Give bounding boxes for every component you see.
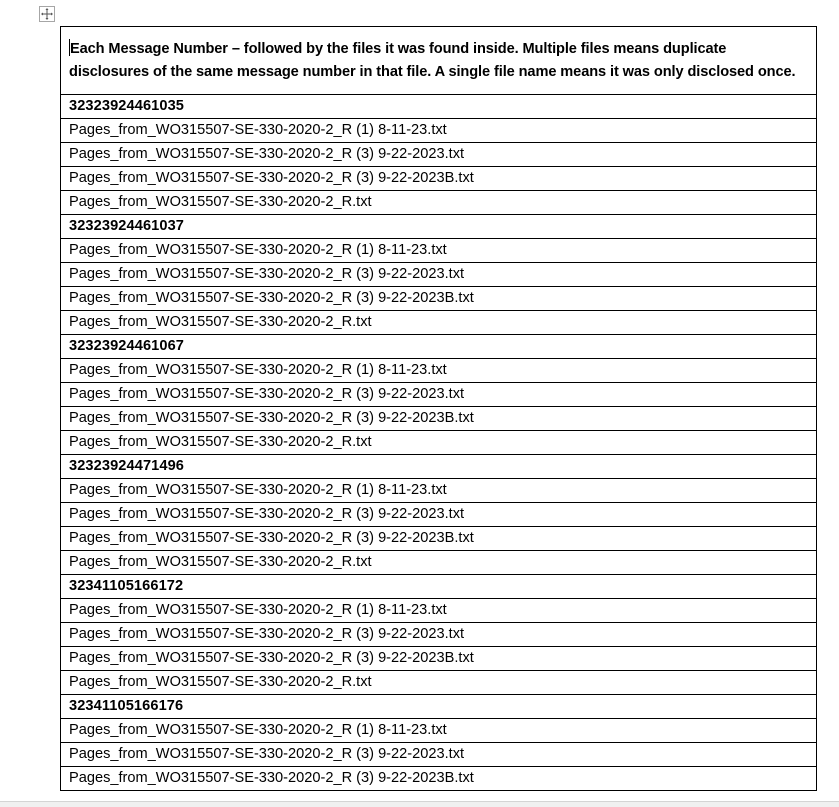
file-row bbox=[61, 551, 817, 575]
file-row bbox=[61, 431, 817, 455]
message-number-cell[interactable]: 32323924461035 bbox=[61, 95, 817, 119]
file-row bbox=[61, 383, 817, 407]
file-name-cell[interactable]: Pages_from_WO315507-SE-330-2020-2_R (1) 8-11-23.txt bbox=[61, 119, 817, 143]
file-row bbox=[61, 359, 817, 383]
message-number-row bbox=[61, 95, 817, 119]
file-row bbox=[61, 503, 817, 527]
message-number-cell[interactable]: 32323924471496 bbox=[61, 455, 817, 479]
file-name-cell[interactable]: Pages_from_WO315507-SE-330-2020-2_R (3) 9-22-2023B.txt bbox=[61, 167, 817, 191]
file-row bbox=[61, 767, 817, 791]
message-number-cell[interactable]: 32323924461067 bbox=[61, 335, 817, 359]
file-name-cell[interactable]: Pages_from_WO315507-SE-330-2020-2_R (3) 9-22-2023.txt bbox=[61, 383, 817, 407]
message-number-row bbox=[61, 215, 817, 239]
message-number-row bbox=[61, 455, 817, 479]
file-name-cell[interactable]: Pages_from_WO315507-SE-330-2020-2_R.txt bbox=[61, 671, 817, 695]
file-name-cell[interactable]: Pages_from_WO315507-SE-330-2020-2_R (1) 8-11-23.txt bbox=[61, 719, 817, 743]
file-name-cell[interactable]: Pages_from_WO315507-SE-330-2020-2_R (1) 8-11-23.txt bbox=[61, 599, 817, 623]
file-name-cell[interactable]: Pages_from_WO315507-SE-330-2020-2_R (3) 9-22-2023.txt bbox=[61, 143, 817, 167]
header-cell[interactable] bbox=[61, 27, 817, 95]
file-row bbox=[61, 527, 817, 551]
file-name-cell[interactable]: Pages_from_WO315507-SE-330-2020-2_R (3) 9-22-2023.txt bbox=[61, 503, 817, 527]
file-row bbox=[61, 479, 817, 503]
file-row bbox=[61, 263, 817, 287]
file-row bbox=[61, 167, 817, 191]
file-name-cell[interactable]: Pages_from_WO315507-SE-330-2020-2_R (3) 9-22-2023B.txt bbox=[61, 767, 817, 791]
file-name-cell[interactable]: Pages_from_WO315507-SE-330-2020-2_R.txt bbox=[61, 311, 817, 335]
file-row bbox=[61, 623, 817, 647]
file-row bbox=[61, 287, 817, 311]
file-row bbox=[61, 599, 817, 623]
file-row bbox=[61, 719, 817, 743]
file-row bbox=[61, 311, 817, 335]
file-name-cell[interactable]: Pages_from_WO315507-SE-330-2020-2_R (3) 9-22-2023B.txt bbox=[61, 407, 817, 431]
header-text: Each Message Number – followed by the files it was found inside. Multiple files means duplicate disclosures of the same message number in that file. A single file name means it was only disclosed once. bbox=[69, 40, 796, 80]
file-name-cell[interactable]: Pages_from_WO315507-SE-330-2020-2_R.txt bbox=[61, 431, 817, 455]
file-row bbox=[61, 119, 817, 143]
file-name-cell[interactable]: Pages_from_WO315507-SE-330-2020-2_R (3) 9-22-2023.txt bbox=[61, 263, 817, 287]
message-number-cell[interactable]: 32323924461037 bbox=[61, 215, 817, 239]
table-move-handle-icon[interactable] bbox=[39, 6, 55, 22]
header-row bbox=[61, 27, 817, 95]
file-name-cell[interactable]: Pages_from_WO315507-SE-330-2020-2_R (3) 9-22-2023B.txt bbox=[61, 647, 817, 671]
file-name-cell[interactable]: Pages_from_WO315507-SE-330-2020-2_R (1) 8-11-23.txt bbox=[61, 239, 817, 263]
file-row bbox=[61, 239, 817, 263]
file-name-cell[interactable]: Pages_from_WO315507-SE-330-2020-2_R (3) 9-22-2023.txt bbox=[61, 623, 817, 647]
file-row bbox=[61, 407, 817, 431]
message-number-cell[interactable]: 32341105166172 bbox=[61, 575, 817, 599]
file-row bbox=[61, 743, 817, 767]
file-name-cell[interactable]: Pages_from_WO315507-SE-330-2020-2_R (3) 9-22-2023.txt bbox=[61, 743, 817, 767]
file-row bbox=[61, 647, 817, 671]
message-number-row bbox=[61, 575, 817, 599]
message-number-cell[interactable]: 32341105166176 bbox=[61, 695, 817, 719]
message-file-table bbox=[60, 26, 817, 791]
file-name-cell[interactable]: Pages_from_WO315507-SE-330-2020-2_R (1) 8-11-23.txt bbox=[61, 479, 817, 503]
file-name-cell[interactable]: Pages_from_WO315507-SE-330-2020-2_R.txt bbox=[61, 191, 817, 215]
message-number-row bbox=[61, 695, 817, 719]
file-name-cell[interactable]: Pages_from_WO315507-SE-330-2020-2_R (3) 9-22-2023B.txt bbox=[61, 527, 817, 551]
status-bar-edge bbox=[0, 801, 839, 807]
message-number-row bbox=[61, 335, 817, 359]
file-name-cell[interactable]: Pages_from_WO315507-SE-330-2020-2_R (1) 8-11-23.txt bbox=[61, 359, 817, 383]
file-name-cell[interactable]: Pages_from_WO315507-SE-330-2020-2_R.txt bbox=[61, 551, 817, 575]
file-row bbox=[61, 191, 817, 215]
file-row bbox=[61, 143, 817, 167]
file-name-cell[interactable]: Pages_from_WO315507-SE-330-2020-2_R (3) 9-22-2023B.txt bbox=[61, 287, 817, 311]
file-row bbox=[61, 671, 817, 695]
